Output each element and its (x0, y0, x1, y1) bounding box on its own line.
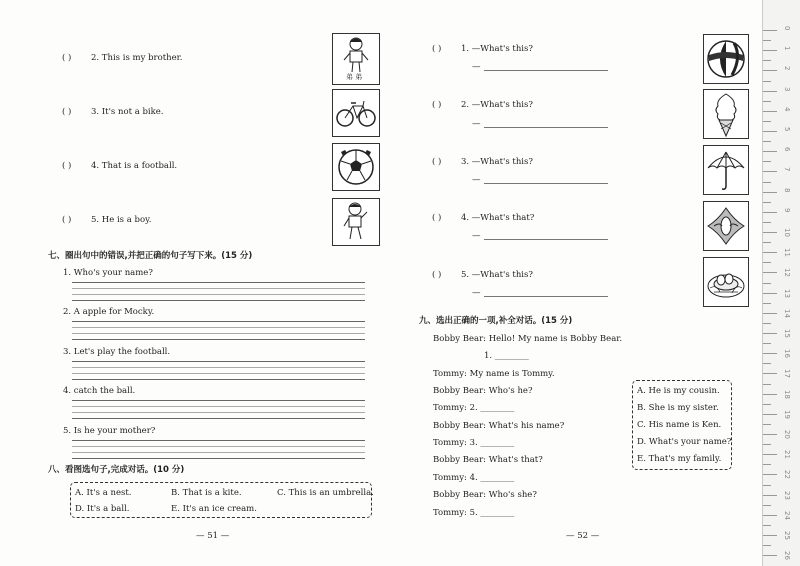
dialogue-line: Bobby Bear: Who's she? (433, 490, 537, 500)
ruler-number: 6 (783, 147, 791, 152)
ruler-number: 23 (783, 490, 791, 500)
ruler-tick (763, 515, 777, 516)
ice-cream-picture (703, 89, 749, 139)
ruler-tick (763, 171, 777, 172)
writing-line (72, 361, 365, 362)
ball-icon (704, 35, 748, 83)
writing-line (72, 406, 365, 407)
ruler-tick (763, 262, 771, 263)
writing-line (72, 327, 365, 328)
ruler-tick (763, 394, 777, 395)
ruler-tick (763, 242, 771, 243)
ruler-tick (763, 363, 771, 364)
ruler-number: 16 (783, 349, 791, 359)
picture-item: 3. It's not a bike. (91, 107, 164, 117)
boy-icon (333, 34, 379, 74)
error-item: 3. Let's play the football. (63, 347, 171, 357)
option-d: D. It's a ball. (75, 504, 130, 514)
ruler-tick (763, 323, 771, 324)
ruler-tick (763, 161, 771, 162)
ruler-number: 25 (783, 531, 791, 540)
ruler-tick (763, 60, 771, 61)
ruler-tick (763, 91, 777, 92)
ruler-number: 7 (783, 167, 791, 172)
option-d: D. What's your name? (637, 437, 732, 447)
question-paren: ( ) (432, 270, 442, 280)
ruler-number: 0 (783, 26, 791, 31)
error-item: 1. Who's your name? (63, 268, 153, 278)
ruler-tick (763, 192, 777, 193)
ruler-number: 21 (783, 450, 791, 460)
dialogue-line: Tommy: My name is Tommy. (433, 369, 555, 379)
ruler-tick (763, 313, 777, 314)
ruler-tick (763, 151, 777, 152)
writing-line (72, 294, 365, 295)
ruler-tick (763, 30, 777, 31)
ruler-number: 13 (783, 288, 791, 298)
answer-dash: — (472, 119, 481, 129)
answer-line (484, 239, 608, 240)
ruler-tick (763, 373, 777, 374)
ruler-tick (763, 424, 771, 425)
dialogue-blank: Tommy: 2. ________ (433, 403, 515, 413)
question-paren: ( ) (432, 157, 442, 167)
option-e: E. It's an ice cream. (171, 504, 257, 514)
ruler-tick (763, 212, 777, 213)
ruler-tick (763, 353, 777, 354)
ruler-number: 3 (783, 86, 791, 92)
writing-line (72, 373, 365, 374)
bike-picture (332, 89, 380, 137)
kite-icon (704, 202, 748, 250)
football-picture (332, 143, 380, 191)
option-c: C. This is an umbrella. (277, 488, 374, 498)
error-item: 2. A apple for Mocky. (63, 307, 155, 317)
ruler-tick (763, 414, 777, 415)
ruler-tick (763, 40, 771, 41)
ruler-tick (763, 464, 771, 465)
writing-line (72, 458, 365, 459)
writing-line (72, 288, 365, 289)
dialogue-blank: Tommy: 5. ________ (433, 508, 515, 518)
ruler-tick (763, 454, 777, 455)
ruler-tick (763, 202, 771, 203)
section-9-title: 九、选出正确的一项,补全对话。(15 分) (419, 316, 573, 326)
writing-line (72, 452, 365, 453)
ruler-tick (763, 505, 771, 506)
brother-picture (332, 33, 380, 85)
ruler-number: 26 (783, 551, 791, 561)
section-8-title: 八、看图选句子,完成对话。(10 分) (48, 465, 185, 475)
writing-line (72, 440, 365, 441)
answer-dash: — (472, 62, 481, 72)
answer-line (484, 127, 608, 128)
ruler-number: 18 (783, 389, 791, 399)
option-e: E. That's my family. (637, 454, 722, 464)
page-number-right: — 52 — (566, 531, 600, 541)
ruler-tick (763, 70, 777, 71)
ruler-number: 11 (783, 248, 791, 258)
ice-cream-icon (704, 90, 748, 138)
question-text: 4. —What's that? (461, 213, 535, 223)
ruler-number: 14 (783, 308, 791, 318)
ruler-tick (763, 303, 771, 304)
ruler-number: 12 (783, 268, 791, 278)
question-paren: ( ) (432, 44, 442, 54)
ruler-tick (763, 474, 777, 475)
ruler-tick (763, 81, 771, 82)
ruler-number: 9 (783, 207, 791, 213)
ruler-tick (763, 50, 777, 51)
ruler-number: 17 (783, 369, 791, 379)
error-item: 5. Is he your mother? (63, 426, 156, 436)
ruler-number: 5 (783, 127, 791, 132)
ruler-tick (763, 535, 777, 536)
ruler-tick (763, 272, 777, 273)
ruler-tick (763, 182, 771, 183)
ruler-tick (763, 121, 771, 122)
writing-line (72, 333, 365, 334)
ruler-tick (763, 283, 771, 284)
ruler-tick (763, 252, 777, 253)
ruler-tick (763, 485, 771, 486)
question-text: 1. —What's this? (461, 44, 533, 54)
answer-dash: — (472, 175, 481, 185)
writing-line (72, 379, 365, 380)
ruler-number: 4 (783, 106, 791, 112)
ruler-tick (763, 434, 777, 435)
boy-picture (332, 198, 380, 246)
question-text: 3. —What's this? (461, 157, 533, 167)
ruler-tick (763, 525, 771, 526)
ruler-tick (763, 555, 777, 556)
boy-icon (333, 199, 379, 245)
kite-picture (703, 201, 749, 251)
ruler-tick (763, 141, 771, 142)
ruler-tick (763, 444, 771, 445)
picture-item-paren: ( ) (62, 107, 72, 117)
writing-line (72, 321, 365, 322)
answer-line (484, 70, 608, 71)
answer-dash: — (472, 288, 481, 298)
ruler-number: 1 (783, 46, 791, 51)
option-c: C. His name is Ken. (637, 420, 722, 430)
writing-line (72, 412, 365, 413)
page-number-left: — 51 — (196, 531, 230, 541)
ruler-tick (763, 131, 777, 132)
section-7-title: 七、圈出句中的错误,并把正确的句子写下来。(15 分) (48, 251, 253, 261)
answer-line (484, 183, 608, 184)
picture-item-paren: ( ) (62, 161, 72, 171)
picture-item: 5. He is a boy. (91, 215, 152, 225)
football-icon (333, 144, 379, 190)
option-a: A. It's a nest. (75, 488, 132, 498)
bike-icon (333, 90, 379, 136)
dialogue-line: Bobby Bear: Hello! My name is Bobby Bear. (433, 334, 623, 344)
ruler-number: 22 (783, 470, 791, 480)
option-a: A. He is my cousin. (637, 386, 720, 396)
answer-line (484, 296, 608, 297)
ruler-tick (763, 404, 771, 405)
ruler-tick (763, 111, 777, 112)
ruler-tick (763, 343, 771, 344)
ruler-tick (763, 384, 771, 385)
question-text: 2. —What's this? (461, 100, 533, 110)
dialogue-line: Bobby Bear: Who's he? (433, 386, 533, 396)
nest-icon (704, 258, 748, 306)
ruler-tick (763, 101, 771, 102)
dialogue-blank: 1. ________ (484, 351, 529, 361)
ruler-tick (763, 232, 777, 233)
ruler-number: 24 (783, 510, 791, 520)
writing-line (72, 446, 365, 447)
writing-line (72, 418, 365, 419)
answer-dash: — (472, 231, 481, 241)
ruler-number: 8 (783, 187, 791, 193)
brother-caption: 弟 弟 (346, 73, 363, 81)
ball-picture (703, 34, 749, 84)
ruler-number: 20 (783, 430, 791, 439)
writing-line (72, 400, 365, 401)
writing-line (72, 367, 365, 368)
option-b: B. She is my sister. (637, 403, 719, 413)
writing-line (72, 300, 365, 301)
ruler-tick (763, 222, 771, 223)
ruler-tick (763, 545, 771, 546)
dialogue-blank: Tommy: 3. ________ (433, 438, 515, 448)
option-b: B. That is a kite. (171, 488, 242, 498)
dialogue-blank: Tommy: 4. ________ (433, 473, 515, 483)
picture-item-paren: ( ) (62, 215, 72, 225)
umbrella-picture (703, 145, 749, 195)
question-paren: ( ) (432, 100, 442, 110)
ruler-tick (763, 495, 777, 496)
ruler-number: 2 (783, 66, 791, 71)
ruler-number: 15 (783, 329, 791, 338)
ruler-number: 19 (783, 409, 791, 419)
nest-picture (703, 257, 749, 307)
picture-item: 2. This is my brother. (91, 53, 183, 63)
error-item: 4. catch the ball. (63, 386, 136, 396)
writing-line (72, 339, 365, 340)
picture-item: 4. That is a football. (91, 161, 178, 171)
dialogue-line: Bobby Bear: What's that? (433, 455, 543, 465)
question-paren: ( ) (432, 213, 442, 223)
ruler-tick (763, 293, 777, 294)
ruler-number: 10 (783, 228, 791, 237)
question-text: 5. —What's this? (461, 270, 533, 280)
ruler-tick (763, 333, 777, 334)
ruler (762, 0, 800, 566)
writing-line (72, 282, 365, 283)
dialogue-line: Bobby Bear: What's his name? (433, 421, 565, 431)
umbrella-icon (704, 146, 748, 194)
picture-item-paren: ( ) (62, 53, 72, 63)
